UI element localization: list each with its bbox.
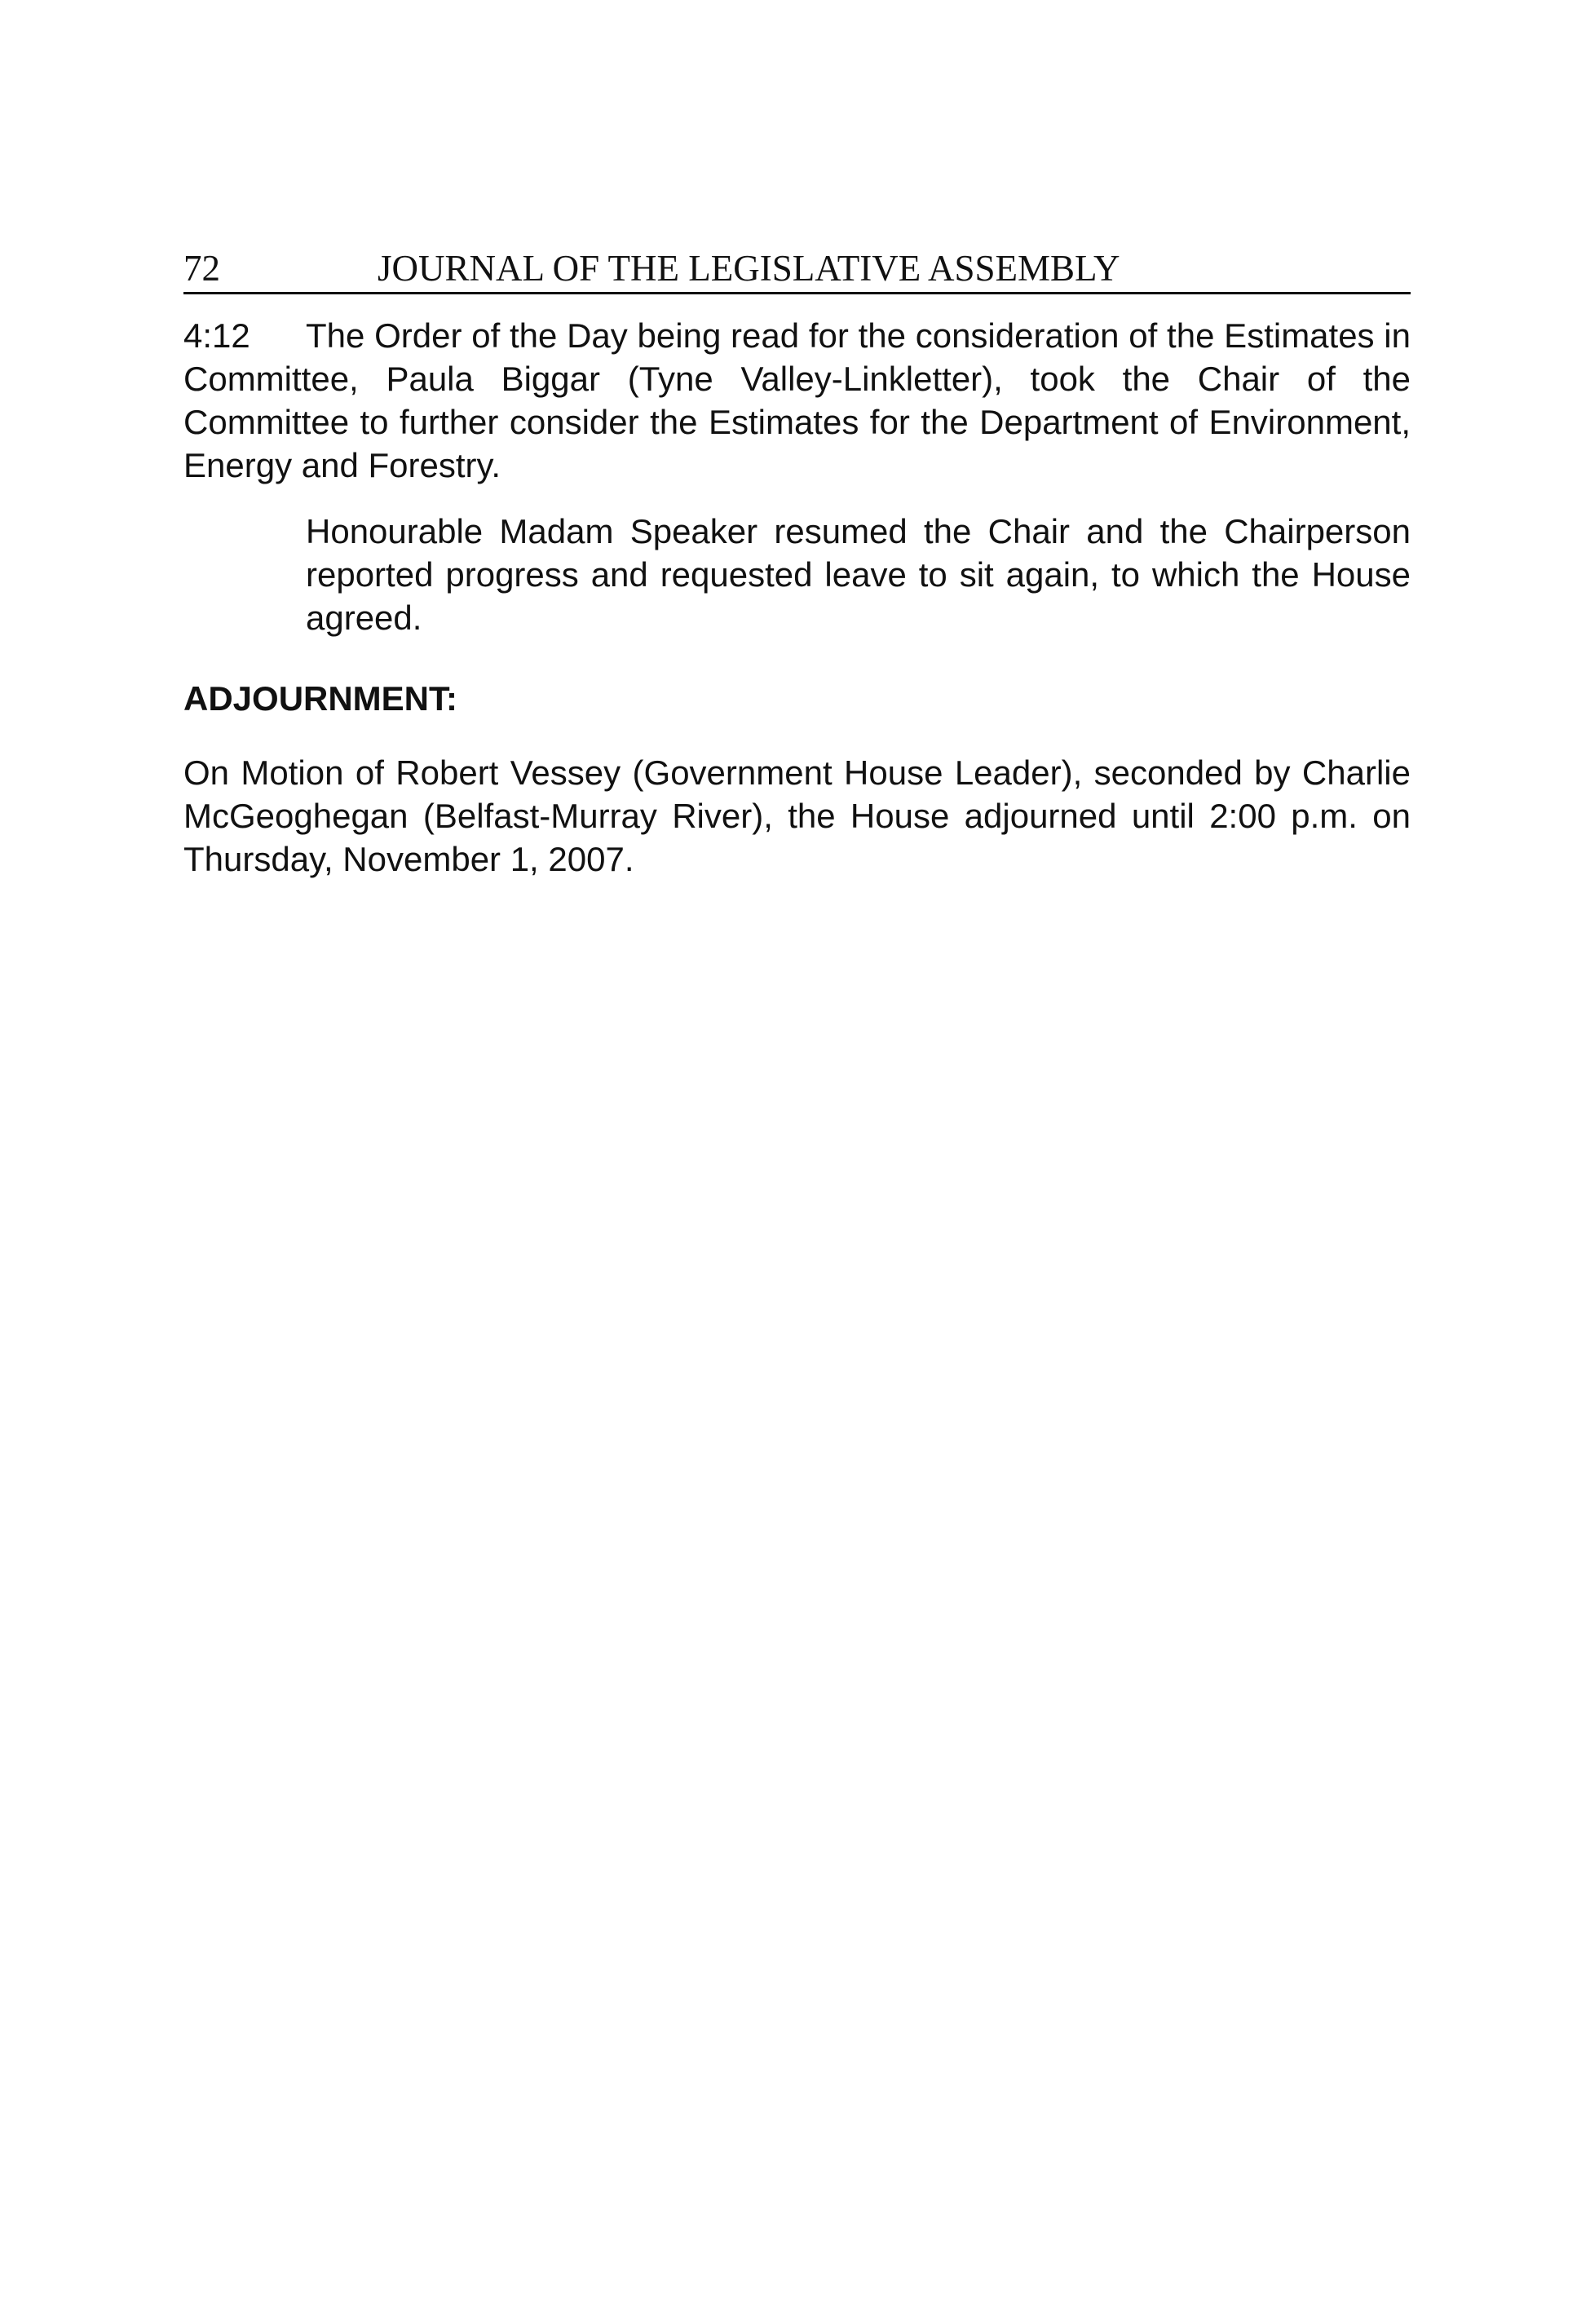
- entry-time: 4:12: [183, 316, 250, 355]
- entry-text: The Order of the Day being read for the consideration of the Estimates in Committee, Paula Biggar (Tyne Valley-Linkletter), took the Chair of the Committee to further consider the Estimates for the Department of Environment, Energy and Forestry.: [183, 316, 1411, 484]
- adjournment-text: On Motion of Robert Vessey (Government House Leader), seconded by Charlie McGeoghegan (Belfast-Murray River), the House adjourned until 2:00 p.m. on Thursday, November 1, 2007.: [183, 753, 1411, 878]
- running-header: [183, 245, 1411, 294]
- speaker-paragraph: Honourable Madam Speaker resumed the Chair and the Chairperson reported progress and requested leave to sit again, to which the House agreed.: [306, 512, 1411, 637]
- page-number: 72: [183, 248, 220, 289]
- adjournment-heading: ADJOURNMENT:: [183, 679, 457, 718]
- journal-title: JOURNAL OF THE LEGISLATIVE ASSEMBLY: [378, 248, 1120, 289]
- journal-page: [183, 245, 1411, 881]
- order-of-day-entry: [183, 314, 1411, 487]
